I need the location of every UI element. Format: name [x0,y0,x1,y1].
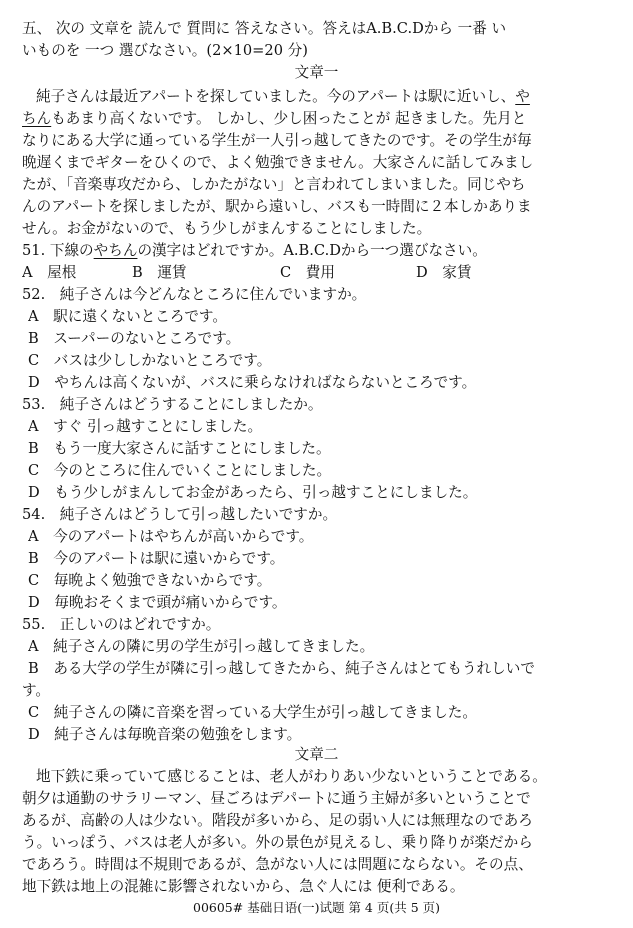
q53-option-a: A すぐ 引っ越すことにしました。 [28,418,263,435]
passage-2-line-2: 朝夕は通勤のサラリーマン、昼ごろはデパートに通う主婦が多いということで [22,790,531,807]
passage-1-line-2: ちんもあまり高くないです。 しかし、少し困ったことが 起きました。先月と [22,110,527,127]
q52-option-a: A 駅に遠くないところです。 [28,308,227,325]
q51-option-c: C 費用 [280,264,335,281]
passage-2-title: 文章二 [294,746,339,763]
q52-option-d: D やちんは高くないが、バスに乗らなければならないところです。 [28,374,477,391]
passage-1-title: 文章一 [294,64,339,81]
q55-option-d: D 純子さんは毎晩音楽の勉強をします。 [28,726,302,743]
q51-option-d: D 家賃 [416,264,472,281]
q55-option-b: B ある大学の学生が隣に引っ越してきたから、純子さんはとてもうれしいで [28,660,535,677]
q53-option-c: C 今のところに住んでいくことにしました。 [28,462,332,479]
q54-option-a: A 今のアパートはやちんが高いからです。 [28,528,314,545]
q54-option-d: D 毎晩おそくまで頭が痛いからです。 [28,594,287,611]
q54-option-b: B 今のアパートは駅に遠いからです。 [28,550,285,567]
q51-option-a: A 屋根 [22,264,77,281]
q53-option-b: B もう一度大家さんに話すことにしました。 [28,440,331,457]
passage-1-line-1: 純子さんは最近アパートを探していました。今のアパートは駅に近いし、や [36,88,530,105]
question-52: 52. 純子さんは今どんなところに住んでいますか。 [22,286,367,303]
q52-option-b: B スーパーのないところです。 [28,330,241,347]
q54-option-c: C 毎晩よく勉強できないからです。 [28,572,272,589]
underlined-yachin-part-2: ちん [22,110,52,127]
q51-option-b: B 運賃 [132,264,187,281]
q55-option-c: C 純子さんの隣に音楽を習っている大学生が引っ越してきました。 [28,704,477,721]
passage-2-line-5: であろう。時間は不規則であるが、急がない人には問題にならない。その点、 [22,856,533,873]
passage-1-line-7: せん。お金がないので、もう少しがまんすることにしました。 [22,220,432,237]
passage-2-line-3: あるが、高齢の人は少ない。階段が多いから、足の弱い人には無理なのであろ [22,812,533,829]
passage-1-line-4: 晩遅くまでギターをひくので、よく勉強できません。大家さんに話してみまし [22,154,534,171]
page-footer: 00605# 基础日语(一)试题 第 4 页(共 5 页) [193,900,440,915]
section-instruction-line-2: いものを 一つ 選びなさい。(2×10=20 分) [22,42,308,59]
question-51: 51. 下線のやちんの漢字はどれですか。A.B.C.Dから一つ選びなさい。 [22,242,487,259]
question-53: 53. 純子さんはどうすることにしましたか。 [22,396,323,413]
q52-option-c: C バスは少ししかないところです。 [28,352,272,369]
passage-1-line-3: なりにある大学に通っている学生が一人引っ越してきたのです。その学生が毎 [22,132,532,149]
passage-1-line-6: んのアパートを探しましたが、駅から遠いし、バスも一時間に２本しかありま [22,198,532,215]
q55-option-a: A 純子さんの隣に男の学生が引っ越してきました。 [28,638,375,655]
section-instruction-line-1: 五、 次の 文章を 読んで 質問に 答えなさい。答えはA.B.C.Dから 一番 い [22,20,507,37]
underlined-yachin-part-1: や [515,88,530,105]
q53-option-d: D もう少しがまんしてお金があったら、引っ越すことにしました。 [28,484,478,501]
question-55: 55. 正しいのはどれですか。 [22,616,221,633]
passage-1-line-5: たが、「音楽専攻だから、しかたがない」と言われてしまいました。同じやち [22,176,526,193]
question-51-options [22,262,614,284]
passage-2-line-6: 地下鉄は地上の混雑に影響されないから、急ぐ人には 便利である。 [22,878,465,895]
passage-2-line-1: 地下鉄に乗っていて感じることは、老人がわりあい少ないということである。 [36,768,547,785]
question-54: 54. 純子さんはどうして引っ越したいですか。 [22,506,338,523]
passage-2-line-4: う。いっぽう、バスは老人が多い。外の景色が見えるし、乗り降りが楽だから [22,834,533,851]
q55-option-b-continued: す。 [22,682,51,699]
